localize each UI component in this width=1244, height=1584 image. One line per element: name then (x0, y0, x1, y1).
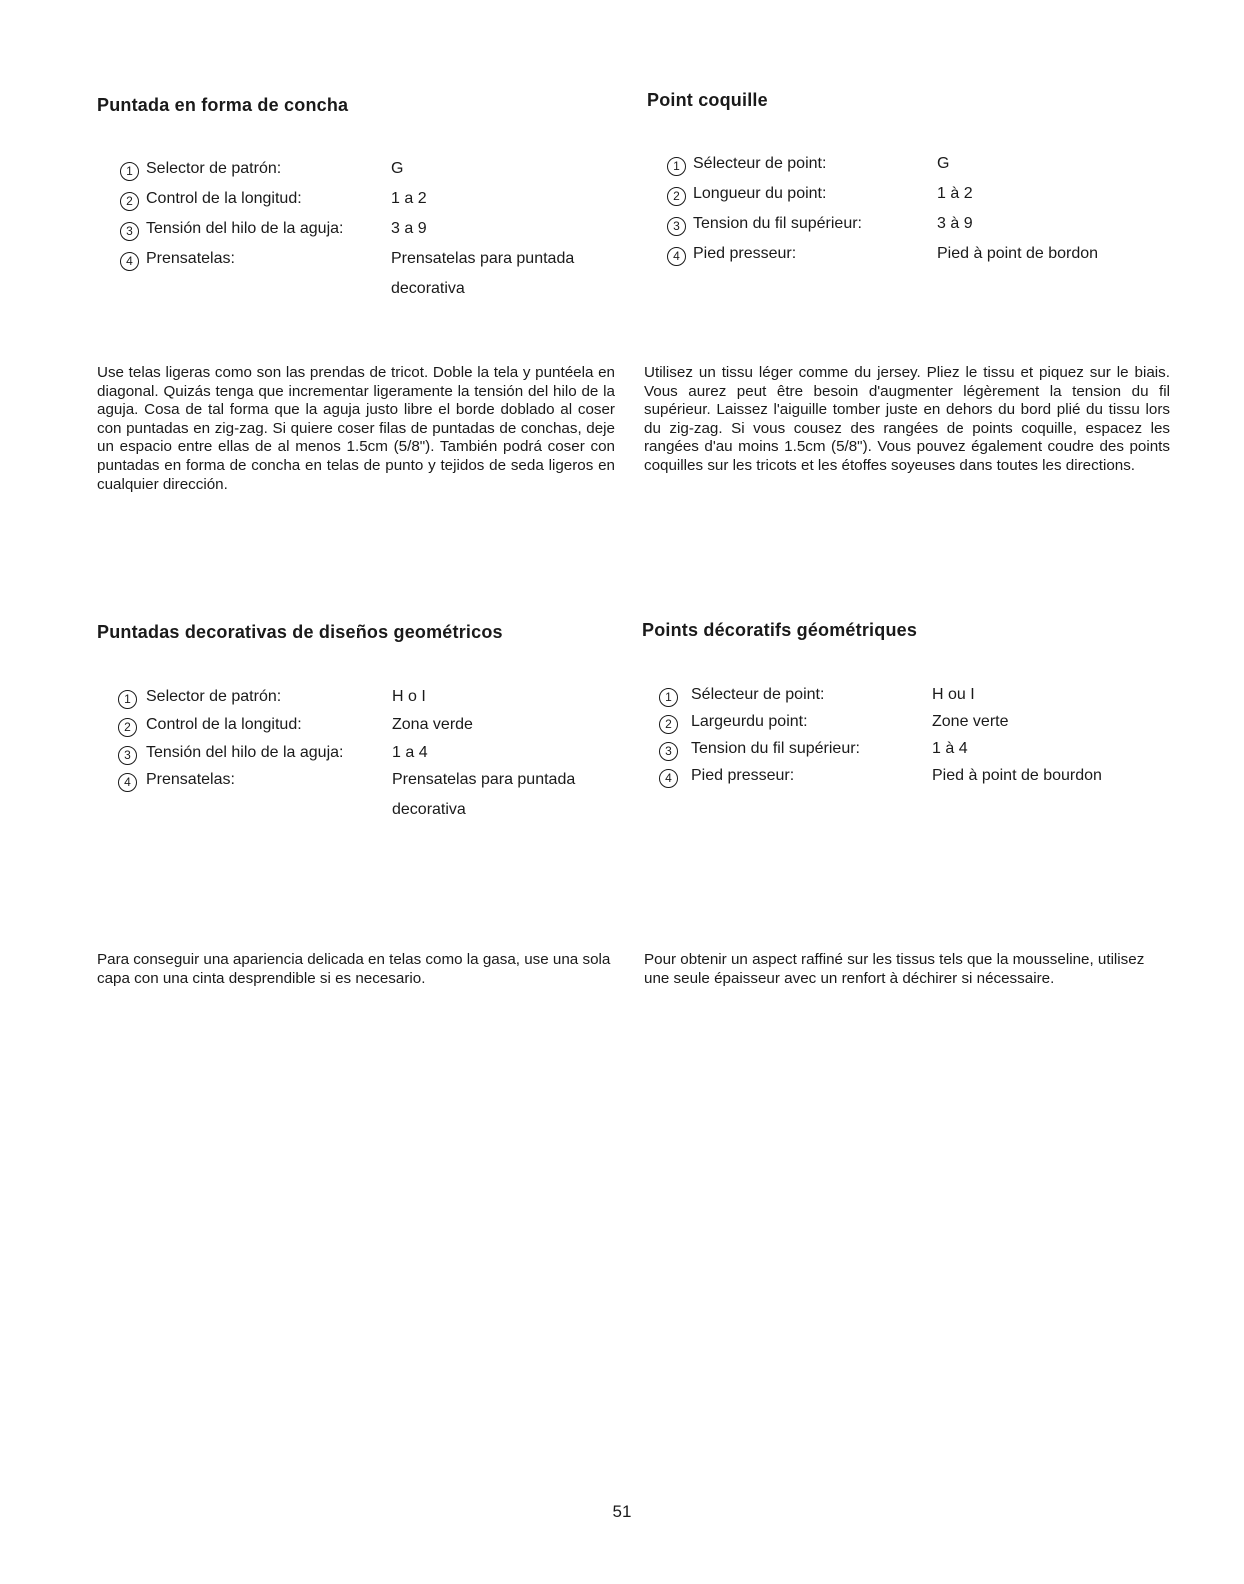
setting-label: Control de la longitud: (146, 716, 302, 733)
settings-row (667, 245, 1187, 275)
setting-label: Sélecteur de point: (693, 155, 827, 172)
circled-number: 4 (118, 773, 137, 792)
setting-label: Pied presseur: (693, 245, 797, 262)
settings-list (659, 686, 1179, 794)
circled-number: 3 (659, 742, 678, 761)
settings-row (659, 686, 1179, 713)
setting-value: 1 à 2 (937, 185, 973, 202)
section-title: Points décoratifs géométriques (642, 620, 918, 640)
setting-label: Prensatelas: (146, 250, 235, 267)
section-title: Point coquille (647, 90, 768, 110)
settings-row (120, 190, 620, 220)
setting-label: Tension du fil supérieur: (691, 740, 860, 757)
setting-value: H o I (392, 688, 426, 705)
section-title: Puntadas decorativas de diseños geométricos (97, 622, 503, 642)
setting-label: Largeurdu point: (691, 713, 808, 730)
setting-label: Control de la longitud: (146, 190, 302, 207)
settings-row (667, 155, 1187, 185)
setting-value: Pied à point de bordon (937, 245, 1099, 262)
circled-number: 3 (120, 222, 139, 241)
circled-number: 2 (667, 187, 686, 206)
settings-row (667, 185, 1187, 215)
setting-value: 3 a 9 (391, 220, 427, 237)
section-title: Puntada en forma de concha (97, 95, 349, 115)
settings-list (667, 155, 1187, 275)
settings-row (659, 713, 1179, 740)
settings-row (118, 771, 618, 831)
settings-list (118, 688, 618, 831)
setting-value: Pied à point de bourdon (932, 767, 1102, 784)
setting-value: Prensatelas para puntada decorativa (391, 250, 575, 297)
instruction-paragraph: Utilisez un tissu léger comme du jersey. Pliez le tissu et piquez sur le biais. Vous aurez peut être besoin d'augmenter légèrement la tension du fil supérieur. Laissez l'aiguille tomber juste en dehors du bord plié du tissu lors du zig-zag. Si vous cousez des rangées de points coquille, espacez les rangées d'au moins 1.5cm (5/8"). Vous pouvez également coudre des points coquilles sur les tricots et les étoffes soyeuses dans toutes les directions. (644, 364, 1170, 474)
settings-row (120, 160, 620, 190)
circled-number: 2 (118, 718, 137, 737)
setting-value: G (937, 155, 950, 172)
circled-number: 1 (120, 162, 139, 181)
instruction-paragraph: Use telas ligeras como son las prendas de tricot. Doble la tela y puntéela en diagonal. Quizás tenga que incrementar ligeramente la tensión del hilo de la aguja. Cosa de tal forma que la aguja justo libre el borde doblado al coser con puntadas en zig-zag. Si quiere coser filas de puntadas de conchas, deje un espacio entre ellas de al menos 1.5cm (5/8"). También podrá coser con puntadas en forma de concha en telas de punto y tejidos de seda ligeros en cualquier dirección. (97, 364, 615, 493)
setting-label: Selector de patrón: (146, 160, 282, 177)
circled-number: 2 (659, 715, 678, 734)
setting-label: Longueur du point: (693, 185, 827, 202)
circled-number: 3 (118, 746, 137, 765)
circled-number: 1 (118, 690, 137, 709)
circled-number: 1 (667, 157, 686, 176)
setting-value: G (391, 160, 404, 177)
setting-label: Prensatelas: (146, 771, 235, 788)
setting-label: Tension du fil supérieur: (693, 215, 862, 232)
setting-value: 3 à 9 (937, 215, 973, 232)
setting-value: H ou I (932, 686, 975, 703)
circled-number: 1 (659, 688, 678, 707)
page-number: 51 (612, 1502, 632, 1521)
setting-label: Tensión del hilo de la aguja: (146, 744, 344, 761)
setting-value: 1 a 2 (391, 190, 427, 207)
setting-value: Prensatelas para puntada decorativa (392, 771, 576, 818)
circled-number: 3 (667, 217, 686, 236)
settings-row (120, 250, 620, 310)
circled-number: 4 (667, 247, 686, 266)
setting-label: Tensión del hilo de la aguja: (146, 220, 344, 237)
setting-label: Selector de patrón: (146, 688, 282, 705)
instruction-paragraph: Para conseguir una apariencia delicada en telas como la gasa, use una sola capa con una cinta desprendible si es necesario. (97, 951, 611, 987)
settings-list (120, 160, 620, 310)
setting-label: Pied presseur: (691, 767, 795, 784)
circled-number: 4 (120, 252, 139, 271)
setting-value: 1 a 4 (392, 744, 428, 761)
setting-value: Zone verte (932, 713, 1009, 730)
instruction-paragraph: Pour obtenir un aspect raffiné sur les tissus tels que la mousseline, utilisez une seule épaisseur avec un renfort à déchirer si nécessaire. (644, 951, 1145, 987)
settings-row (659, 767, 1179, 794)
settings-row (667, 215, 1187, 245)
settings-row (118, 688, 618, 716)
setting-value: Zona verde (392, 716, 473, 733)
setting-label: Sélecteur de point: (691, 686, 825, 703)
circled-number: 4 (659, 769, 678, 788)
setting-value: 1 à 4 (932, 740, 968, 757)
settings-row (118, 716, 618, 744)
circled-number: 2 (120, 192, 139, 211)
